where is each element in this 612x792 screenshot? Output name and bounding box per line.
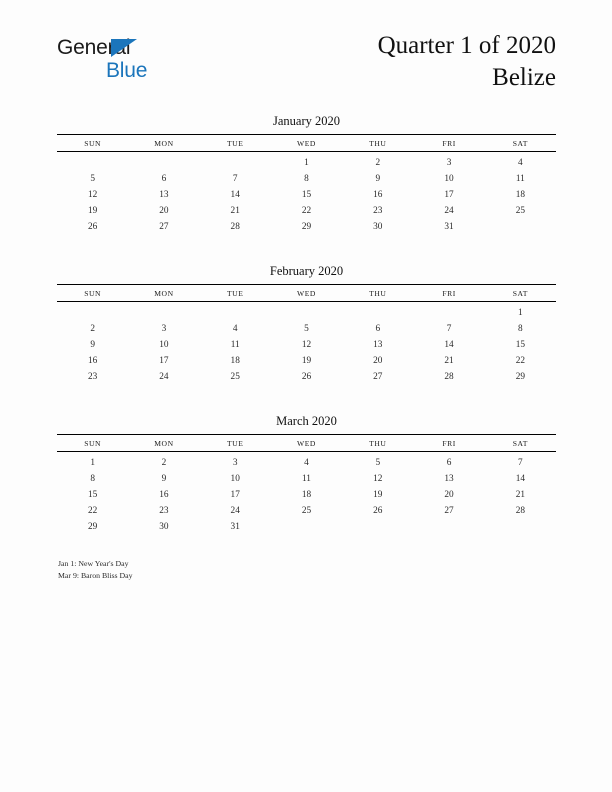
calendar-week-row <box>57 452 556 472</box>
calendar-day[interactable]: 23 <box>373 206 383 216</box>
calendar-body <box>57 302 556 386</box>
calendar-day-empty <box>57 152 128 172</box>
calendar-day[interactable]: 10 <box>230 474 240 484</box>
calendar-week-row <box>57 503 556 519</box>
weekday-header-sun: SUN <box>84 438 102 448</box>
calendar-day-empty <box>485 519 556 535</box>
calendar-day[interactable]: 6 <box>161 174 167 184</box>
calendar-day-empty <box>57 302 128 322</box>
general-blue-logo[interactable] <box>57 36 237 88</box>
month-title: January 2020 <box>273 114 340 128</box>
month-block-january <box>57 113 556 235</box>
calendar-day[interactable]: 26 <box>87 222 98 232</box>
calendar-day[interactable]: 28 <box>515 506 525 516</box>
calendar-week-row <box>57 487 556 503</box>
calendar-day[interactable]: 23 <box>159 506 169 516</box>
calendar-day-holiday[interactable]: 1 <box>304 158 309 168</box>
calendar-day[interactable]: 26 <box>301 372 312 382</box>
logo-text-blue: Blue <box>106 59 148 82</box>
calendar-day[interactable]: 12 <box>87 190 98 200</box>
weekday-header-wed: WED <box>297 438 316 448</box>
calendar-day[interactable]: 29 <box>87 522 98 532</box>
calendar-day[interactable]: 6 <box>375 324 381 334</box>
weekday-header-tue: TUE <box>226 138 244 148</box>
calendar-week-row <box>57 353 556 369</box>
weekday-header-thu: THU <box>369 438 387 448</box>
calendar-day[interactable]: 27 <box>444 506 454 516</box>
calendar-day[interactable]: 30 <box>159 522 169 532</box>
calendar-day-empty <box>271 519 342 535</box>
calendar-day[interactable]: 18 <box>515 190 525 200</box>
weekday-header-row <box>57 135 556 152</box>
holiday-legend <box>58 558 133 581</box>
calendar-day[interactable]: 31 <box>444 222 454 232</box>
calendar-week-row <box>57 187 556 203</box>
weekday-header-mon: MON <box>154 438 174 448</box>
calendar-day[interactable]: 4 <box>304 458 309 468</box>
calendar-day[interactable]: 21 <box>444 356 454 366</box>
calendar-day[interactable]: 14 <box>230 190 240 200</box>
calendar-day[interactable]: 14 <box>444 340 454 350</box>
weekday-header-sun: SUN <box>84 288 102 298</box>
calendar-day[interactable]: 10 <box>444 174 454 184</box>
calendar-day[interactable]: 8 <box>304 174 309 184</box>
calendar-day[interactable]: 31 <box>230 522 240 532</box>
calendar-day-empty <box>413 302 484 322</box>
legend-item: Jan 1: New Year's Day <box>58 559 129 568</box>
calendar-week-row <box>57 369 556 385</box>
calendar-day[interactable]: 28 <box>230 222 240 232</box>
calendar-day[interactable]: 22 <box>515 356 525 366</box>
calendar-day-holiday[interactable]: 9 <box>161 474 167 484</box>
calendar-day[interactable]: 21 <box>230 206 240 216</box>
calendar-day[interactable]: 25 <box>230 372 240 382</box>
logo-triangle-icon <box>111 39 137 57</box>
calendar-day[interactable]: 29 <box>515 372 525 382</box>
calendar-week-row <box>57 219 556 235</box>
weekday-header-tue: TUE <box>226 288 244 298</box>
calendar-day[interactable]: 7 <box>232 174 238 184</box>
calendar-day[interactable]: 27 <box>373 372 383 382</box>
weekday-header-thu: THU <box>369 138 387 148</box>
calendar-day[interactable]: 19 <box>373 490 383 500</box>
calendar-day[interactable]: 24 <box>159 372 169 382</box>
title-quarter: Quarter 1 of 2020 <box>377 32 556 59</box>
calendar-day[interactable]: 2 <box>90 324 95 334</box>
calendar-day[interactable]: 27 <box>159 222 169 232</box>
calendar-day[interactable]: 18 <box>230 356 240 366</box>
calendar-day[interactable]: 9 <box>375 174 381 184</box>
month-title: February 2020 <box>269 264 344 278</box>
calendar-day[interactable]: 18 <box>301 490 312 500</box>
calendar-day-empty <box>128 302 199 322</box>
calendar-day[interactable]: 2 <box>375 158 381 168</box>
calendar-day[interactable]: 13 <box>444 474 454 484</box>
calendar-day[interactable]: 22 <box>301 206 312 216</box>
weekday-header-sat: SAT <box>512 138 528 148</box>
weekday-header-sat: SAT <box>512 288 528 298</box>
calendar-day[interactable]: 19 <box>301 356 312 366</box>
calendar-week-row <box>57 152 556 172</box>
calendar-day[interactable]: 28 <box>444 372 454 382</box>
calendar-day[interactable]: 15 <box>301 190 312 200</box>
weekday-header-fri: FRI <box>442 438 456 448</box>
calendar-day[interactable]: 25 <box>515 206 525 216</box>
month-block-february <box>57 263 556 385</box>
calendar-day[interactable]: 12 <box>373 474 383 484</box>
calendar-week-row <box>57 519 556 535</box>
calendar-day[interactable]: 2 <box>161 458 167 468</box>
calendar-table-january <box>57 134 556 235</box>
calendar-day[interactable]: 20 <box>444 490 454 500</box>
calendar-day[interactable]: 19 <box>87 206 98 216</box>
calendar-day-empty <box>413 519 484 535</box>
weekday-header-sun: SUN <box>84 138 102 148</box>
calendar-day[interactable]: 15 <box>515 340 525 350</box>
calendar-day[interactable]: 5 <box>375 458 381 468</box>
weekday-header-fri: FRI <box>442 288 456 298</box>
calendar-day[interactable]: 20 <box>159 206 169 216</box>
calendar-week-row <box>57 203 556 219</box>
calendar-day[interactable]: 13 <box>159 190 169 200</box>
calendar-day[interactable]: 20 <box>373 356 383 366</box>
calendar-day-empty <box>200 152 271 172</box>
calendar-day-empty <box>271 302 342 322</box>
calendar-day[interactable]: 14 <box>515 474 525 484</box>
calendar-day[interactable]: 5 <box>90 174 95 184</box>
legend-item: Mar 9: Baron Bliss Day <box>58 570 133 580</box>
calendar-day-empty <box>342 302 413 322</box>
calendar-week-row <box>57 321 556 337</box>
title-country: Belize <box>492 64 556 91</box>
weekday-header-wed: WED <box>297 138 316 148</box>
calendar-day[interactable]: 30 <box>373 222 383 232</box>
calendar-day-empty <box>200 302 271 322</box>
calendar-day-empty <box>342 519 413 535</box>
calendar-day[interactable]: 5 <box>304 324 309 334</box>
weekday-header-wed: WED <box>297 288 316 298</box>
weekday-header-row <box>57 435 556 452</box>
calendar-day[interactable]: 4 <box>232 324 238 334</box>
calendar-week-row <box>57 171 556 187</box>
calendar-table-february <box>57 284 556 385</box>
weekday-header-sat: SAT <box>512 438 528 448</box>
calendar-day[interactable]: 23 <box>87 372 98 382</box>
calendar-week-row <box>57 337 556 353</box>
calendar-day[interactable]: 3 <box>161 324 167 334</box>
calendar-day[interactable]: 7 <box>518 458 523 468</box>
month-block-march <box>57 413 556 535</box>
calendar-body <box>57 452 556 536</box>
calendar-day[interactable]: 3 <box>232 458 238 468</box>
calendar-day[interactable]: 11 <box>515 174 525 184</box>
month-title: March 2020 <box>276 414 337 428</box>
calendar-day[interactable]: 8 <box>90 474 95 484</box>
calendar-day[interactable]: 24 <box>230 506 240 516</box>
weekday-header-thu: THU <box>369 288 387 298</box>
calendar-day[interactable]: 17 <box>159 356 169 366</box>
calendar-body <box>57 152 556 236</box>
calendar-day[interactable]: 17 <box>444 190 454 200</box>
calendar-day[interactable]: 4 <box>518 158 523 168</box>
weekday-header-fri: FRI <box>442 138 456 148</box>
calendar-day[interactable]: 7 <box>446 324 452 334</box>
calendar-day[interactable]: 16 <box>87 356 98 366</box>
calendar-day-empty <box>128 152 199 172</box>
calendar-day[interactable]: 13 <box>373 340 383 350</box>
calendar-day[interactable]: 3 <box>446 158 452 168</box>
calendar-day[interactable]: 11 <box>230 340 240 350</box>
calendar-day[interactable]: 16 <box>159 490 169 500</box>
calendar-day[interactable]: 1 <box>90 458 95 468</box>
calendar-day[interactable]: 22 <box>87 506 98 516</box>
calendar-day[interactable]: 11 <box>302 474 311 484</box>
calendar-day[interactable]: 12 <box>301 340 312 350</box>
calendar-day[interactable]: 24 <box>444 206 454 216</box>
calendar-week-row <box>57 471 556 487</box>
calendar-table-march <box>57 434 556 535</box>
calendar-day-empty <box>485 219 556 235</box>
calendar-day[interactable]: 17 <box>230 490 240 500</box>
logo-text-general: General <box>57 36 131 59</box>
calendar-day[interactable]: 25 <box>301 506 312 516</box>
weekday-header-mon: MON <box>154 288 174 298</box>
calendar-day[interactable]: 9 <box>90 340 95 350</box>
calendar-day[interactable]: 29 <box>301 222 312 232</box>
calendar-day[interactable]: 6 <box>446 458 452 468</box>
calendar-day[interactable]: 10 <box>159 340 169 350</box>
weekday-header-tue: TUE <box>226 438 244 448</box>
weekday-header-row <box>57 285 556 302</box>
calendar-day[interactable]: 26 <box>373 506 383 516</box>
calendar-day[interactable]: 16 <box>373 190 383 200</box>
weekday-header-mon: MON <box>154 138 174 148</box>
calendar-week-row <box>57 302 556 322</box>
calendar-day[interactable]: 21 <box>515 490 525 500</box>
page-title <box>378 30 556 93</box>
calendar-day[interactable]: 1 <box>518 308 523 318</box>
calendar-day[interactable]: 15 <box>87 490 98 500</box>
calendar-day[interactable]: 8 <box>518 324 523 334</box>
